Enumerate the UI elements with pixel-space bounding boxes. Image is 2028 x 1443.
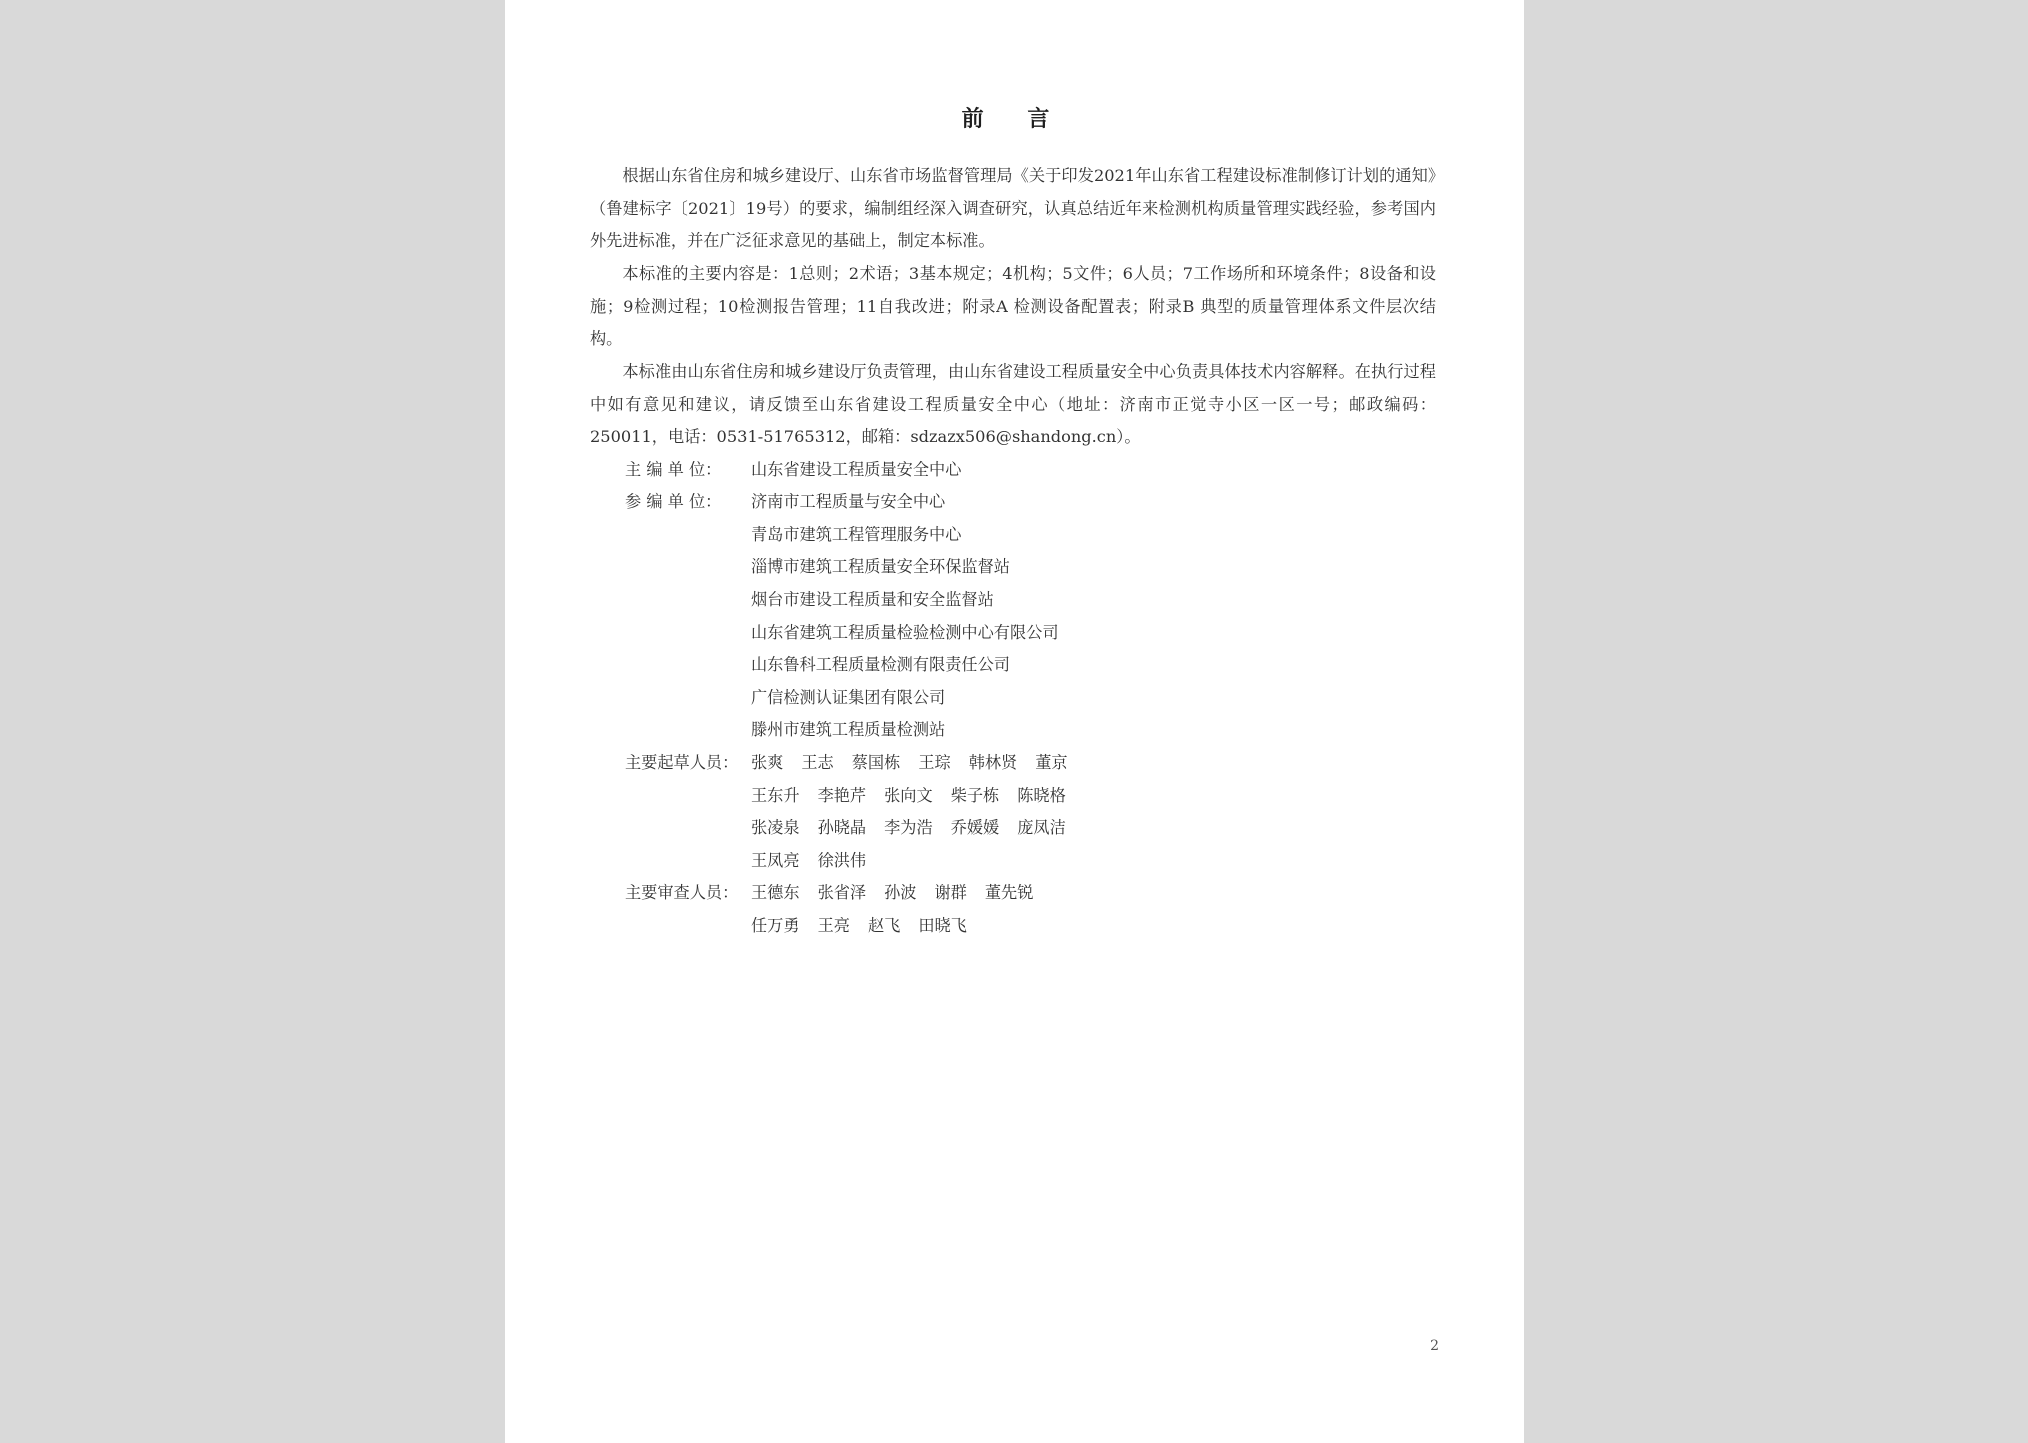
drafters-row: [751, 812, 1084, 845]
page-number: 2: [1430, 1338, 1439, 1354]
participating-unit: 青岛市建筑工程管理服务中心: [751, 525, 962, 544]
drafter-name: 徐洪伟: [817, 851, 867, 870]
preface-paragraph-2: 本标准的主要内容是：1总则；2术语；3基本规定；4机构；5文件；6人员；7工作场所和环境条件；8设备和设施；9检测过程；10检测报告管理；11自我改进；附录A 检测设备配置表；附录B 典型的质量管理体系文件层次结构。: [590, 264, 1436, 349]
preface-paragraph-3: 本标准由山东省住房和城乡建设厅负责管理，由山东省建设工程质量安全中心负责具体技术内容解释。在执行过程中如有意见和建议，请反馈至山东省建设工程质量安全中心（地址：济南市正觉寺小区一区一号；邮政编码：250011，电话：0531-51765312，邮箱：sdzazx506@shandong.cn）。: [590, 362, 1436, 447]
reviewer-name: 田晓飞: [918, 916, 967, 935]
reviewer-name: 任万勇: [751, 916, 800, 935]
participating-unit: 烟台市建设工程质量和安全监督站: [751, 590, 994, 609]
participating-unit: 济南市工程质量与安全中心: [751, 492, 946, 511]
participating-units-label: 参 编 单 位：: [625, 492, 722, 511]
drafters-row: [751, 780, 1084, 813]
preface-paragraph-1: 根据山东省住房和城乡建设厅、山东省市场监督管理局《关于印发2021年山东省工程建设标准制修订计划的通知》（鲁建标字〔2021〕19号）的要求，编制组经深入调查研究，认真总结近年来检测机构质量管理实践经验，参考国内外先进标准，并在广泛征求意见的基础上，制定本标准。: [590, 166, 1436, 251]
participating-unit: 滕州市建筑工程质量检测站: [751, 720, 946, 739]
reviewer-name: 王德东: [751, 883, 800, 902]
drafter-name: 李为浩: [884, 818, 933, 837]
drafters-row: [751, 747, 1086, 780]
reviewers-row: [751, 910, 985, 943]
chief-unit-value: 山东省建设工程质量安全中心: [751, 460, 962, 479]
drafters-row: [751, 845, 884, 878]
reviewers-label: 主要审查人员：: [625, 883, 739, 902]
drafter-name: 李艳芹: [817, 786, 867, 805]
drafter-name: 张爽: [751, 753, 784, 772]
drafter-name: 王凤亮: [751, 851, 800, 870]
participating-unit: 广信检测认证集团有限公司: [751, 688, 946, 707]
reviewer-name: 赵飞: [867, 916, 901, 935]
drafter-name: 张凌泉: [751, 818, 800, 837]
reviewer-name: 孙波: [884, 883, 917, 902]
drafter-name: 庞凤洁: [1017, 818, 1066, 837]
reviewers-row: [751, 877, 1051, 910]
reviewer-name: 王亮: [817, 916, 850, 935]
drafter-name: 孙晓晶: [817, 818, 867, 837]
drafter-name: 王东升: [751, 786, 800, 805]
drafter-name: 蔡国栋: [851, 753, 901, 772]
drafter-name: 乔媛媛: [950, 818, 1000, 837]
reviewer-name: 董先锐: [984, 883, 1034, 902]
drafter-name: 柴子栋: [950, 786, 1000, 805]
drafters-label: 主要起草人员：: [625, 753, 739, 772]
drafter-name: 陈晓格: [1017, 786, 1066, 805]
drafter-name: 王志: [801, 753, 834, 772]
drafter-name: 韩林贤: [968, 753, 1018, 772]
drafter-name: 董京: [1035, 753, 1068, 772]
participating-unit: 山东鲁科工程质量检测有限责任公司: [751, 655, 1010, 674]
page-title: 前 言: [961, 106, 1068, 132]
document-page: [505, 0, 1524, 1443]
drafter-name: 王琮: [918, 753, 951, 772]
drafter-name: 张向文: [884, 786, 933, 805]
chief-unit-label: 主 编 单 位：: [625, 460, 722, 479]
reviewer-name: 谢群: [934, 883, 967, 902]
participating-unit: 淄博市建筑工程质量安全环保监督站: [751, 557, 1010, 576]
participating-unit: 山东省建筑工程质量检验检测中心有限公司: [751, 623, 1059, 642]
reviewer-name: 张省泽: [817, 883, 867, 902]
